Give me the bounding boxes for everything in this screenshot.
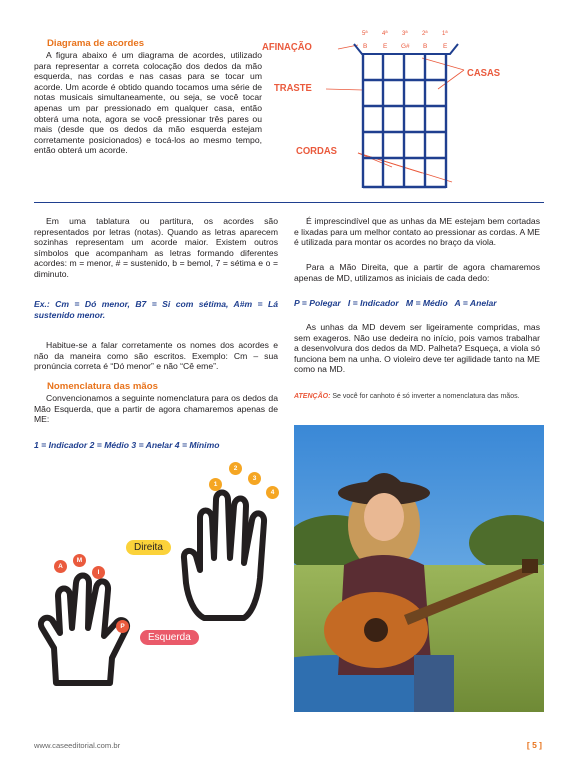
label-fret: TRASTE	[274, 82, 312, 94]
chord-grid	[262, 30, 547, 198]
finger-number-badge: 2	[229, 462, 242, 475]
pair-number: 4ª	[382, 31, 388, 37]
finger-letter-badge: P	[116, 620, 129, 633]
finger-number-badge: 1	[209, 478, 222, 491]
left-paragraph-2: Habitue-se a falar corretamente os nomes dos acordes e não da maneira como são escritos. Exemplo: Cm – sua pronúncia correta é “Dó menor” e não “Cê eme”.	[34, 340, 278, 372]
pointer-line-frets	[422, 58, 464, 70]
section-heading-chord-diagram: Diagrama de acordes	[47, 38, 145, 49]
right-hand-label: Direita	[126, 540, 171, 555]
left-hand-outline	[41, 576, 127, 684]
right-paragraph-2: Para a Mão Direita, que a partir de agora chamaremos apenas de MD, utilizamos as iniciais de cada dedo:	[294, 262, 540, 283]
hands-illustration	[34, 458, 284, 698]
photo-illustration	[294, 425, 544, 712]
nomenclature-heading: Nomenclatura das mãos	[47, 381, 158, 392]
pair-number: 2ª	[422, 31, 428, 37]
chord-diagram	[262, 30, 547, 198]
finger-letter-badge: I	[92, 566, 105, 579]
pointer-line-fret	[326, 89, 363, 90]
label-strings: CORDAS	[296, 145, 337, 157]
note-label: B	[363, 43, 368, 50]
footer-url: www.caseeditorial.com.br	[34, 741, 121, 750]
photo-woman-with-guitar	[294, 425, 544, 712]
left-paragraph-3: Convencionamos a seguinte nomenclatura para os dedos da Mão Esquerda, que a partir de agora chamaremos apenas de ME:	[34, 393, 278, 425]
note-label: G#	[401, 43, 410, 50]
finger-letter-badge: M	[73, 554, 86, 567]
right-hand-fingers: P = Polegar I = Indicador M = Médio A = Anelar	[294, 298, 497, 308]
right-hand-outline	[184, 493, 264, 619]
hand-outlines	[34, 458, 284, 698]
finger-number-badge: 3	[248, 472, 261, 485]
finger-letter-badge: A	[54, 560, 67, 573]
note-label: E	[443, 43, 448, 50]
right-paragraph-1: É imprescindível que as unhas da ME estejam bem cortadas e lixadas para um melhor contato ao pressionar as cordas. A ME é utilizada para montar os acordes no braço da viola.	[294, 216, 541, 248]
note-label: E	[383, 43, 388, 50]
finger-number-badge: 4	[266, 486, 279, 499]
note-label: B	[423, 43, 428, 50]
label-tuning: AFINAÇÃO	[262, 41, 312, 53]
attention-note	[294, 392, 544, 401]
attention-text: Se você for canhoto é só inverter a nomenclatura das mãos.	[332, 393, 520, 400]
page-number: [ 5 ]	[526, 740, 542, 750]
left-hand-label: Esquerda	[140, 630, 199, 645]
right-paragraph-3: As unhas da MD devem ser ligeiramente compridas, mas sem exageros. Não use dedeira no início, pois vamos trabalhar a desenvolvura dos dedos da MD. Palheta? Esqueça, a viola só funciona bem na unha. O violeiro deve ter agilidade tanto na ME como na MD.	[294, 322, 540, 375]
pair-number: 1ª	[442, 31, 448, 37]
left-hand-fingers: 1 = Indicador 2 = Médio 3 = Anelar 4 = Mínimo	[34, 440, 220, 450]
pair-number: 5ª	[362, 31, 368, 37]
chord-example: Ex.: Cm = Dó menor, B7 = Si com sétima, A#m = Lá sustenido menor.	[34, 299, 278, 320]
section-divider	[34, 202, 544, 203]
pair-number: 3ª	[402, 31, 408, 37]
left-paragraph-1: Em uma tablatura ou partitura, os acordes são representados por letras (notas). Quando as letras aparecem sozinhas representam um acorde maior. Existem outros símbolos que acompanham as letras formando diferentes acordes: m = menor, # = sustenido, b = bemol, 7 = sétima e o = diminuto.	[34, 216, 278, 279]
label-frets: CASAS	[467, 67, 501, 79]
attention-label: ATENÇÃO:	[294, 393, 331, 400]
nut	[354, 44, 458, 54]
chord-diagram-paragraph: A figura abaixo é um diagrama de acordes, utilizado para representar a correta colocação dos dedos da mão esquerda, nas cordas e nas casas para se tocar um acorde. Um acorde é obtido quando tocamos uma série de notas musicais simultaneamente, ou seja, se você tocar apenas um par pressionado em qualquer casa, então obterá uma nota, agora se você pressionar três pares ou mais (desde que os dedos da mão esquerda estejam corretamente posicionados) e tocá-los ao mesmo tempo, então obterá um acorde.	[34, 50, 262, 156]
